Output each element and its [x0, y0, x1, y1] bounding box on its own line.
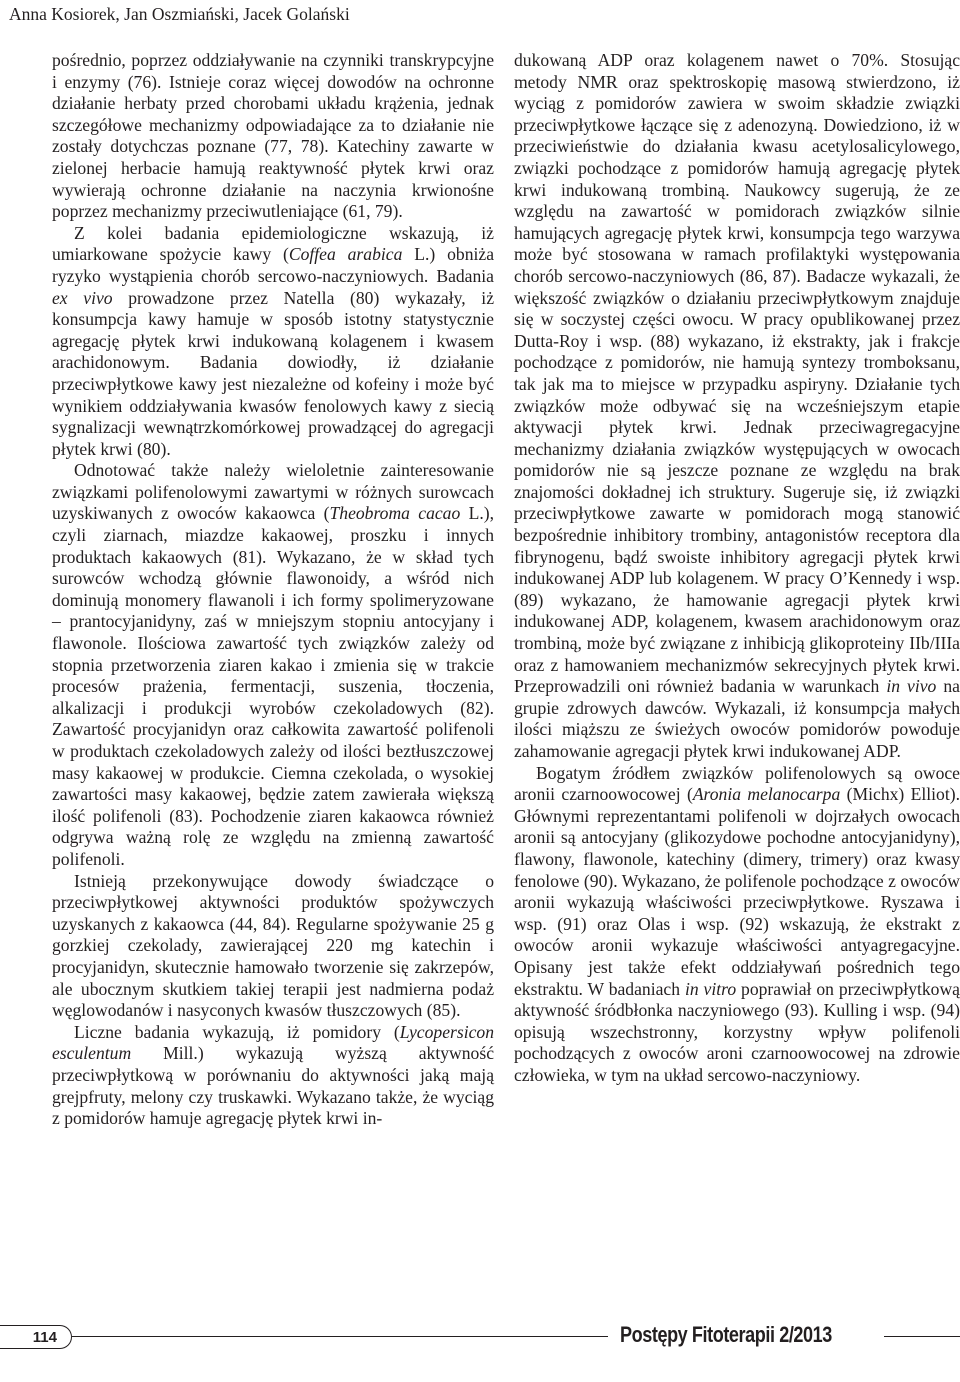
paragraph [52, 223, 494, 461]
paragraph [52, 460, 494, 870]
paragraph [52, 1022, 494, 1130]
paragraph [52, 50, 494, 223]
footer-rule [72, 1336, 608, 1337]
text-run: Bogatym źródłem związków polifenolowych są owoce aronii czarnoowocowej ( [514, 762, 960, 805]
text-run: L.), czyli ziarnach, miazdze kakaowej, proszku i innych produktach kakaowych (81). Wykazano, że w skład tych surowców wchodzą głównie flawonoidy, a wśród nich dominują monomery flawanoli i ich formy spolimeryzowane – prantocyjanidyny, zaś w mniejszym stopniu antocyjany i flawonole. Ilościowa zawartość tych związków zależy od stopnia przetworzenia ziaren kakao i zmienia się w trakcie procesów prażenia, fermentacji, suszenia, tłoczenia, alkalizacji i produkcji wyrobów czekoladowych (82). Zawartość procyjanidyn oraz całkowita zawartość polifenoli w produktach czekoladowych zależy od ilości beztłuszczowej masy kakaowej w produkcie. Ciemna czekolada, o wysokiej zawartości masy kakaowej, będzie zatem zawierała większą ilość polifenoli (83). Pochodzenie ziaren kakaowca również odgrywa ważną rolę ze względu na zmienną zawartość polifenoli. [52, 503, 494, 869]
journal-title: Postępy Fitoterapii 2/2013 [620, 1322, 832, 1347]
text-run: L.) obniża ryzyko wystąpienia chorób sercowo-naczyniowych. Badania [52, 244, 494, 286]
left-column [52, 50, 494, 1130]
page-number: 114 [32, 1328, 57, 1346]
text-run: prowadzone przez Natella (80) wykazały, iż konsumpcja kawy hamuje w sposób istotny statystycznie agregację płytek krwi indukowaną kolagenem i kwasem arachidonowym. Badania dowiodły, iż działanie przeciwpłytkowe kawy jest niezależne od kofeiny i może być wynikiem oddziaływania kwasów fenolowych kawy z siecią sygnalizacji wewnątrzkomórkowej prowadzącej do agregacji płytek krwi (80). [52, 287, 494, 459]
italic-term: Coffea arabica [288, 244, 403, 265]
italic-term: in vitro [684, 978, 737, 999]
italic-term: Theobroma cacao [329, 503, 461, 524]
paragraph [52, 871, 494, 1022]
italic-term: ex vivo [52, 287, 113, 308]
text-run: pośrednio, poprzez oddziaływanie na czynniki transkrypcyjne i enzymy (76). Istnieje coraz więcej dowodów na ochronne działanie herbaty przed chorobami układu krążenia, jednak szczegółowe mechanizmy odpowiadające za to działanie nie zostały dotychczas poznane (77, 78). Katechiny zawarte w zielonej herbacie hamują reaktywność płytek krwi oraz wywierają ochronne działanie na naczynia krwionośne poprzez mechanizmy przeciwutleniające (61, 79). [52, 50, 494, 222]
italic-term: Lycopersicon esculentum [52, 1021, 494, 1064]
text-run: Istnieją przekonywujące dowody świadczące o przeciwpłytkowej aktywności produktów spożywczych uzyskanych z kakaowca (44, 84). Regularne spożywanie 25 g gorzkiej czekolady, zawierającej 220 mg katechin i procyjanidyn, skutecznie hamowało tworzenie się zakrzepów, ale ubocznym skutkiem takiej terapii jest nadmierna podaż węglowodanów i nasyconych kwasów tłuszczowych (85). [52, 870, 494, 1021]
footer-rule-right [884, 1336, 960, 1337]
text-run: Odnotować także należy wieloletnie zainteresowanie związkami polifenolowymi zawartymi w różnych surowcach uzyskiwanych z owoców kakaowca ( [52, 460, 494, 524]
paragraph [514, 763, 960, 1087]
page-number-badge [0, 1325, 72, 1349]
text-run: Liczne badania wykazują, iż pomidory ( [74, 1021, 400, 1042]
paragraph [514, 50, 960, 763]
running-header: Anna Kosiorek, Jan Oszmiański, Jacek Golański [9, 4, 350, 24]
text-run: na grupie zdrowych dawców. Wykazali, iż konsumpcja małych ilości miąższu ze świeżych owoców pomidorów powoduje zahamowanie agregacji płytek krwi indukowanej ADP. [514, 676, 960, 761]
italic-term: in vivo [886, 676, 937, 697]
text-run: (Michx) Elliot). Głównymi reprezentantami polifenoli w dojrzałych owocach aronii są antocyjany (glikozydowe pochodne antocyjanidyny), flawony, flawonole, katechiny (dimery, trimery) oraz kwasy fenolowe (90). Wykazano, że polifenole pochodzące z owoców aronii wykazują właściwości przeciwpłytkowe. Ryszawa i wsp. (91) oraz Olas i wsp. (92) wskazują, że ekstrakt z owoców aronii wykazuje właściwości antyagregacyjne. Opisany jest także efekt oddziaływań pośrednich tego ekstraktu. W badaniach [514, 784, 960, 999]
right-column [514, 50, 960, 1087]
text-run: Z kolei badania epidemiologiczne wskazują, iż umiarkowane spożycie kawy ( [52, 222, 494, 265]
text-run: Mill.) wykazują wyższą aktywność przeciwpłytkową w porównaniu do aktywności jaką mają grejpfruty, melony czy truskawki. Wykazano także, że wyciąg z pomidorów hamuje agregację płytek krwi in- [52, 1043, 494, 1129]
italic-term: Aronia melanocarpa [692, 784, 841, 805]
text-run: poprawiał on przeciwpłytkową aktywność śródbłonka naczyniowego (93). Kulling i wsp. (94) opisują wszechstronny, korzystny wpływ polifenoli pochodzących z owoców aroni czarnoowocowej na zdrowie człowieka, w tym na układ sercowo-naczyniowy. [514, 978, 960, 1085]
text-run: dukowaną ADP oraz kolagenem nawet o 70%. Stosując metody NMR oraz spektroskopię masową stwierdzono, iż wyciąg z pomidorów zawiera w swoim składzie związki przeciwpłytkowe łączące się z adenozyną. Dowiedziono, iż w przeciwieństwie do działania kwasu acetylosalicylowego, związki pochodzące z pomidorów hamują agregację płytek krwi indukowaną trombiną. Naukowcy sugerują, że ze względu na zawartość w pomidorach związków silnie hamujących agregację płytek krwi, konsumpcja tego warzywa może być stosowana w ramach profilaktyki występowania chorób sercowo-naczyniowych (86, 87). Badacze wykazali, że większość związków o działaniu przeciwpłytkowym znajduje się w soczystej części owocu. W pracy opublikowanej przez Dutta-Roy i wsp. (88) wykazano, iż ekstrakty, jak i frakcje pochodzące z pomidorów, nie hamują syntezy tromboksanu, tak jak ma to miejsce w przypadku aspiryny. Działanie tych związków może odbywać się na wcześniejszym etapie aktywacji płytek krwi. Jednak przeciwagregacyjne mechanizmy działania związków występujących w owocach pomidorów nie są jeszcze poznane ze względu na brak znajomości dokładnej ich struktury. Sugeruje się, iż związki przeciwpłytkowe zawarte w pomidorach mogą stanowić bezpośrednie inhibitory trombiny, antagonistów receptora dla fibrynogenu, bądź swoiste inhibitory agregacji płytek krwi indukowanej ADP lub kolagenem. W pracy O’Kennedy i wsp. (89) wykazano, że hamowanie agregacji płytek krwi indukowanej ADP, kolagenem, kwasem arachidonowym oraz trombiną, może być związane z inhibicją glikoproteiny IIb/IIIa oraz z hamowaniem mechanizmów sekrecyjnych płytek krwi. Przeprowadzili oni również badania w warunkach [514, 50, 960, 697]
